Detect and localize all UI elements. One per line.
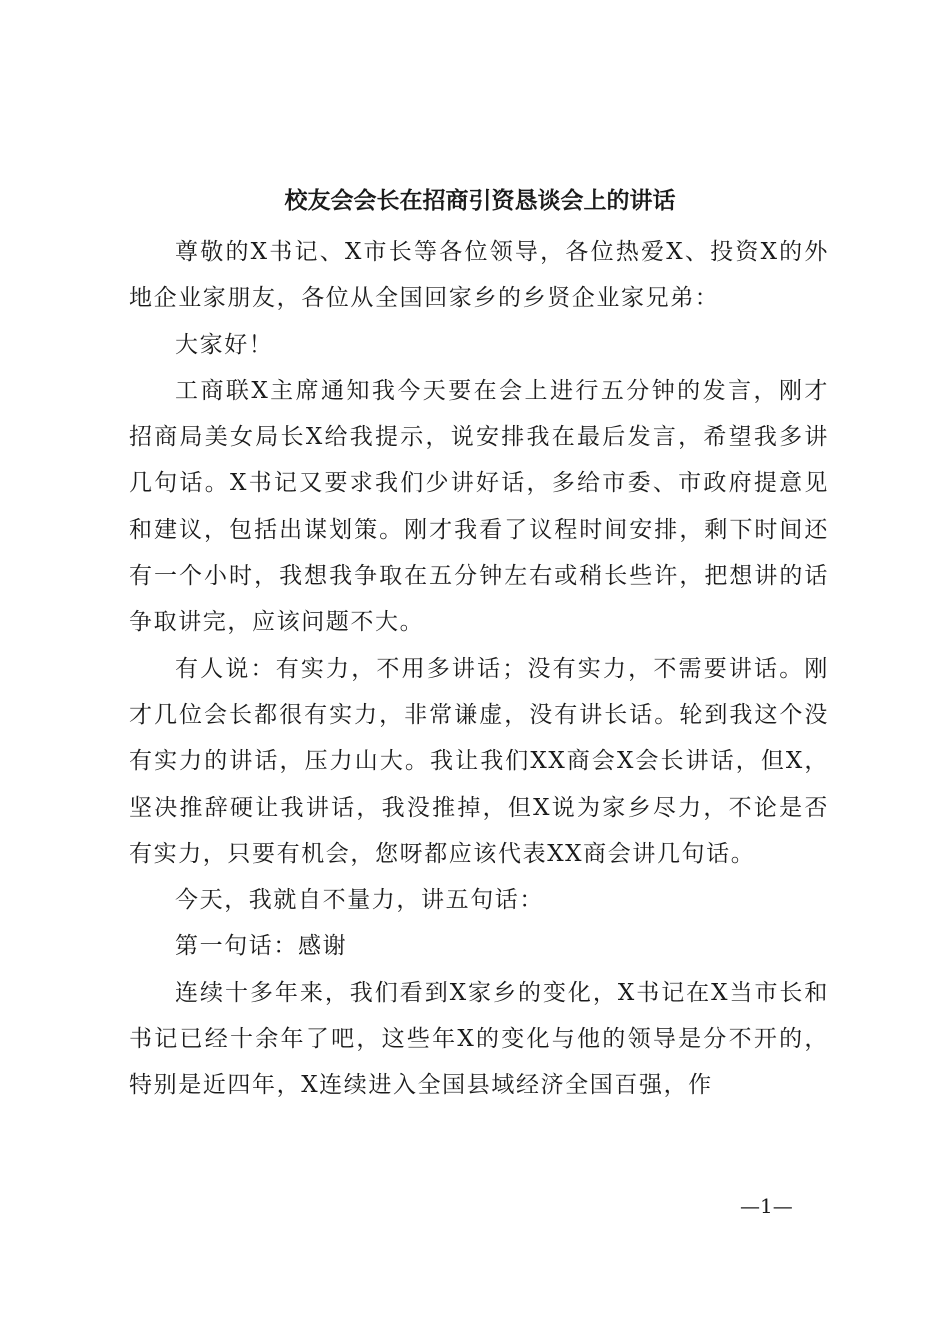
paragraph-strength: 有人说：有实力，不用多讲话；没有实力，不需要讲话。刚才几位会长都很有实力，非常谦虚，没有讲长话。轮到我这个没有实力的讲话，压力山大。我让我们XX商会X会长讲话，但X，坚决推辞硬让我讲话，我没推掉，但X说为家乡尽力，不论是否有实力，只要有机会，您呀都应该代表XX商会讲几句话。 — [129, 655, 829, 867]
page-number: —1— — [740, 1194, 793, 1218]
paragraph-greeting: 大家好！ — [175, 331, 274, 358]
paragraph-opening: 工商联X主席通知我今天要在会上进行五分钟的发言，刚才招商局美女局长X给我提示，说安排我在最后发言，希望我多讲几句话。X书记又要求我们少讲好话，多给市委、市政府提意见和建议，包括出谋划策。刚才我看了议程时间安排，剩下时间还有一个小时，我想我争取在五分钟左右或稍长些许，把想讲的话争取讲完，应该问题不大。 — [129, 377, 829, 636]
document-body — [129, 229, 829, 1109]
paragraph-salutation: 尊敬的X书记、X市长等各位领导，各位热爱X、投资X的外地企业家朋友，各位从全国回家乡的乡贤企业家兄弟： — [129, 239, 829, 312]
document-title: 校友会会长在招商引资恳谈会上的讲话 — [284, 187, 676, 214]
paragraph-five-points: 今天，我就自不量力，讲五句话： — [175, 887, 544, 914]
section-heading-thanks: 第一句话：感谢 — [175, 933, 348, 960]
paragraph-changes: 连续十多年来，我们看到X家乡的变化，X书记在X当市长和书记已经十余年了吧，这些年X的变化与他的领导是分不开的，特别是近四年，X连续进入全国县域经济全国百强，作 — [129, 979, 829, 1099]
